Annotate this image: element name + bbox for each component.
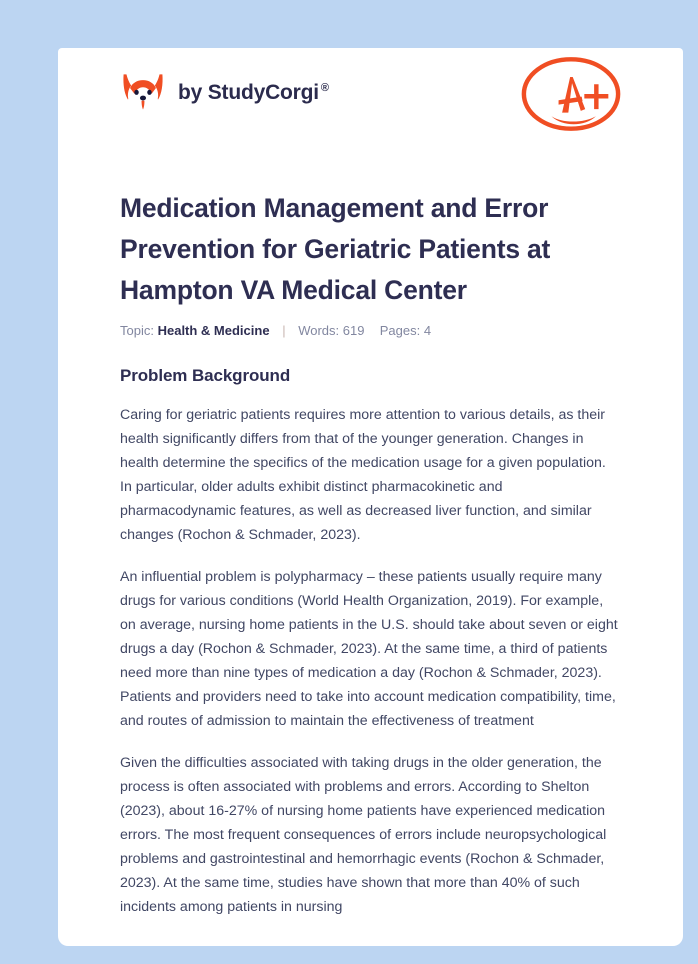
- corgi-face-logo-icon: [120, 70, 166, 116]
- meta-words-label: Words:: [298, 323, 340, 338]
- section-heading: Problem Background: [120, 366, 291, 385]
- body-paragraph: An influential problem is polypharmacy – these patients usually require many drugs for various conditions (World Health Organization, 2019). For example, on average, nursing home patients in the U.S. should take about seven or eight drugs a day (Rochon & Schmader, 2023). At the same time, a third of patients need more than nine types of medication a day (Rochon & Schmader, 2023). Patients and providers need to take into account medication compatibility, time, and routes of admission to maintain the effectiveness of treatment: [120, 569, 618, 729]
- document-header: [120, 48, 621, 166]
- meta-words-value: 619: [342, 323, 365, 338]
- body-paragraph: Caring for geriatric patients requires more attention to various details, as their health significantly differs from that of the younger generation. Changes in health determine the specifics of the medication usage for a given population. In particular, older adults exhibit distinct pharmacokinetic and pharmacodynamic features, as well as decreased liver function, and similar changes (Rochon & Schmader, 2023).: [120, 407, 606, 543]
- document-page-card: [58, 48, 683, 946]
- a-plus-grade-badge-icon: [517, 54, 625, 134]
- meta-pages-value: 4: [423, 323, 432, 338]
- meta-topic-label: Topic:: [120, 323, 154, 338]
- studycorgi-brand[interactable]: [120, 70, 329, 116]
- meta-topic-value: Health & Medicine: [157, 323, 270, 338]
- meta-pages-label: Pages:: [379, 323, 421, 338]
- brand-name-label: by StudyCorgi ®: [178, 81, 329, 104]
- registered-trademark-icon: ®: [320, 82, 329, 94]
- body-paragraph: Given the difficulties associated with taking drugs in the older generation, the process is often associated with problems and errors. According to Shelton (2023), about 16-27% of nursing home patients have experienced medication errors. The most frequent consequences of errors include neuropsychological problems and gastrointestinal and hemorrhagic events (Rochon & Schmader, 2023). At the same time, studies have shown that more than 40% of such incidents among patients in nursing: [120, 755, 607, 915]
- page-title: Medication Management and Error Prevention for Geriatric Patients at Hampton VA Medical Center: [120, 193, 551, 305]
- document-meta: [120, 323, 621, 338]
- meta-separator: |: [282, 323, 286, 338]
